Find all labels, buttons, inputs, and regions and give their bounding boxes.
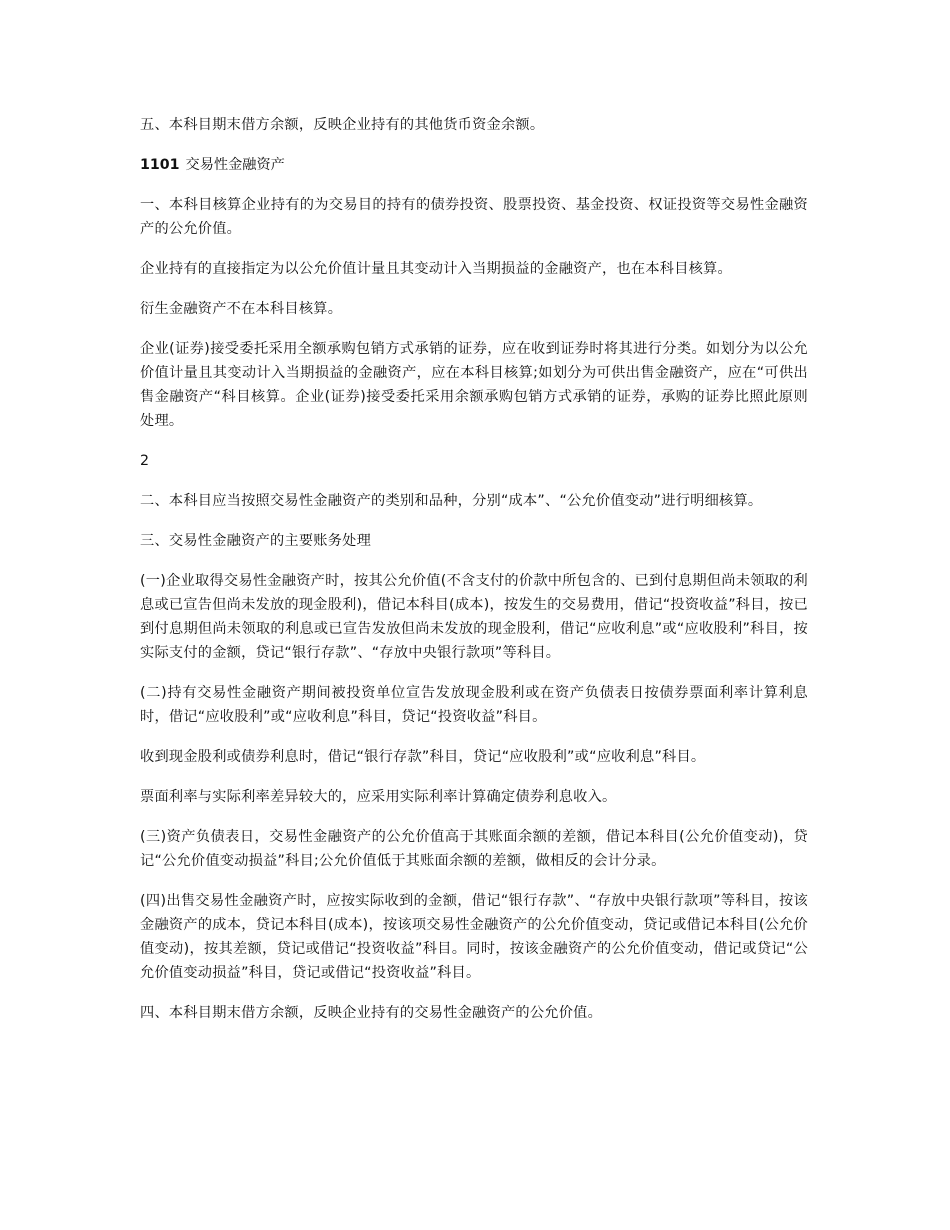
account-title: 交易性金融资产 — [185, 157, 285, 173]
paragraph-main-entries-title: 三、交易性金融资产的主要账务处理 — [140, 533, 372, 549]
paragraph-detail-accounting: 二、本科目应当按照交易性金融资产的类别和品种，分别“成本”、“公允价值变动”进行明细核算。 — [140, 493, 763, 509]
paragraph-effective-rate: 票面利率与实际利率差异较大的，应采用实际利率计算确定债券利息收入。 — [140, 789, 617, 805]
paragraph-underwriting: 企业(证券)接受委托采用全额承购包销方式承销的证券，应在收到证券时将其进行分类。如划分为以公允价值计量且其变动计入当期损益的金融资产，应在本科目核算;如划分为可供出售金融资产，应在“可供出售金融资产“科目核算。企业(证券)接受委托采用余额承购包销方式承销的证券，承购的证券比照此原则处理。 — [140, 341, 808, 429]
account-code: 1101 — [140, 157, 180, 173]
paragraph-acquisition: (一)企业取得交易性金融资产时，按其公允价值(不含支付的价款中所包含的、已到付息期但尚未领取的利息或已宣告但尚未发放的现金股利)，借记本科目(成本)，按发生的交易费用，借记“投资收益”科目，按已到付息期但尚未领取的利息或已宣告发放但尚未发放的现金股利，借记“应收利息”或“应收股利”科目，按实际支付的金额，贷记“银行存款”、“存放中央银行款项”等科目。 — [140, 573, 808, 661]
paragraph-scope: 一、本科目核算企业持有的为交易目的持有的债券投资、股票投资、基金投资、权证投资等交易性金融资产的公允价值。 — [140, 197, 808, 237]
paragraph-disposal: (四)出售交易性金融资产时，应按实际收到的金额，借记“银行存款”、“存放中央银行款项”等科目，按该金融资产的成本，贷记本科目(成本)，按该项交易性金融资产的公允价值变动，贷记或借记本科目(公允价值变动)，按其差额，贷记或借记“投资收益”科目。同时，按该金融资产的公允价值变动，借记或贷记“公允价值变动损益”科目，贷记或借记“投资收益”科目。 — [140, 893, 808, 981]
page-number: 2 — [140, 453, 150, 469]
paragraph-balance-sheet-date: (三)资产负债表日，交易性金融资产的公允价值高于其账面余额的差额，借记本科目(公允价值变动)，贷记“公允价值变动损益”科目;公允价值低于其账面余额的差额，做相反的会计分录。 — [140, 829, 808, 869]
paragraph-receipt: 收到现金股利或债券利息时，借记“银行存款”科目，贷记“应收股利”或“应收利息”科目。 — [140, 749, 706, 765]
paragraph-ending-balance: 四、本科目期末借方余额，反映企业持有的交易性金融资产的公允价值。 — [140, 1005, 603, 1021]
section-heading — [140, 153, 808, 177]
paragraph-derivatives: 衍生金融资产不在本科目核算。 — [140, 301, 343, 317]
paragraph-other-currency-balance: 五、本科目期末借方余额，反映企业持有的其他货币资金余额。 — [140, 117, 545, 133]
document-page — [140, 113, 808, 1041]
paragraph-holding-period: (二)持有交易性金融资产期间被投资单位宣告发放现金股利或在资产负债表日按债券票面利率计算利息时，借记“应收股利”或“应收利息”科目，贷记“投资收益”科目。 — [140, 685, 808, 725]
paragraph-designated-assets: 企业持有的直接指定为以公允价值计量且其变动计入当期损益的金融资产，也在本科目核算。 — [140, 261, 732, 277]
